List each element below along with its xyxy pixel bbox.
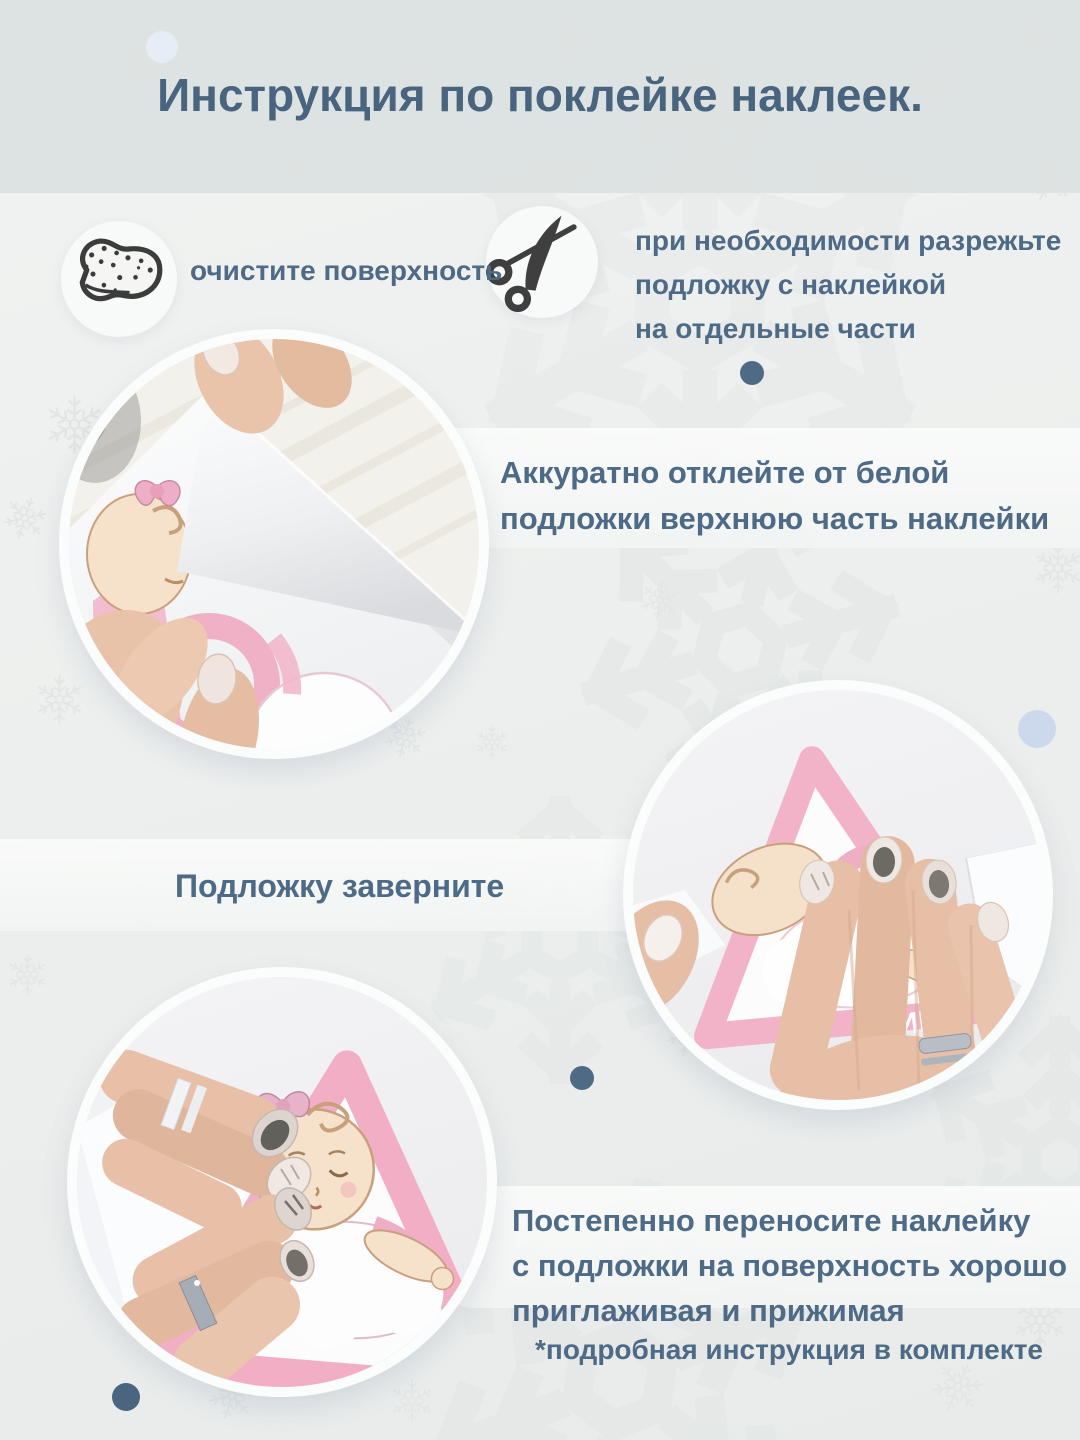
peel-step-line: подложки верхнюю часть наклейки [500, 501, 1050, 536]
snowflake-icon [542, 5, 607, 70]
snowflake-icon [635, 575, 686, 626]
snowflake-icon [1007, 7, 1062, 62]
photo-step-transfer [67, 967, 497, 1397]
decorative-dot [1018, 710, 1056, 748]
peel-step-line: Аккуратно отклейте от белой [500, 455, 950, 490]
snowflake-icon [32, 672, 87, 727]
clean-step-label: очистите поверхность [190, 255, 503, 286]
sponge-icon [61, 221, 177, 337]
photo-step-peel [59, 329, 489, 759]
peel-step-label [500, 450, 1049, 542]
snowflake-icon [0, 488, 55, 548]
snowflake-icon [1030, 540, 1080, 596]
decorative-dot [570, 1066, 594, 1090]
decorative-dot [112, 1383, 140, 1411]
transfer-step-line: приглаживая и прижимая [512, 1293, 905, 1328]
decorative-dot [146, 31, 178, 63]
page-title: Инструкция по поклейке наклеек. [157, 69, 923, 121]
cut-step-line: при необходимости разрежьте [635, 225, 1062, 256]
decorative-dot [740, 361, 764, 385]
scissors-icon-circle [486, 206, 598, 318]
snowflake-icon [5, 952, 50, 997]
transfer-step-line: с подложки на поверхность хорошо [512, 1248, 1068, 1283]
scissors-icon [486, 206, 598, 318]
sponge-icon-circle [61, 221, 177, 337]
cut-step-line: на отдельные части [635, 313, 916, 344]
photo-step-press [623, 680, 1053, 1110]
snowflake-icon [388, 1377, 436, 1425]
fold-step-label: Подложку заверните [175, 868, 505, 904]
cut-step-line: подложку с наклейкой [635, 269, 947, 300]
cut-step-label [635, 219, 1061, 351]
snowflake-icon [473, 723, 511, 761]
footnote: *подробная инструкция в комплекте [535, 1334, 1043, 1365]
transfer-step-line: Постепенно переносите наклейку [512, 1203, 1031, 1238]
transfer-step-label [512, 1198, 1067, 1333]
